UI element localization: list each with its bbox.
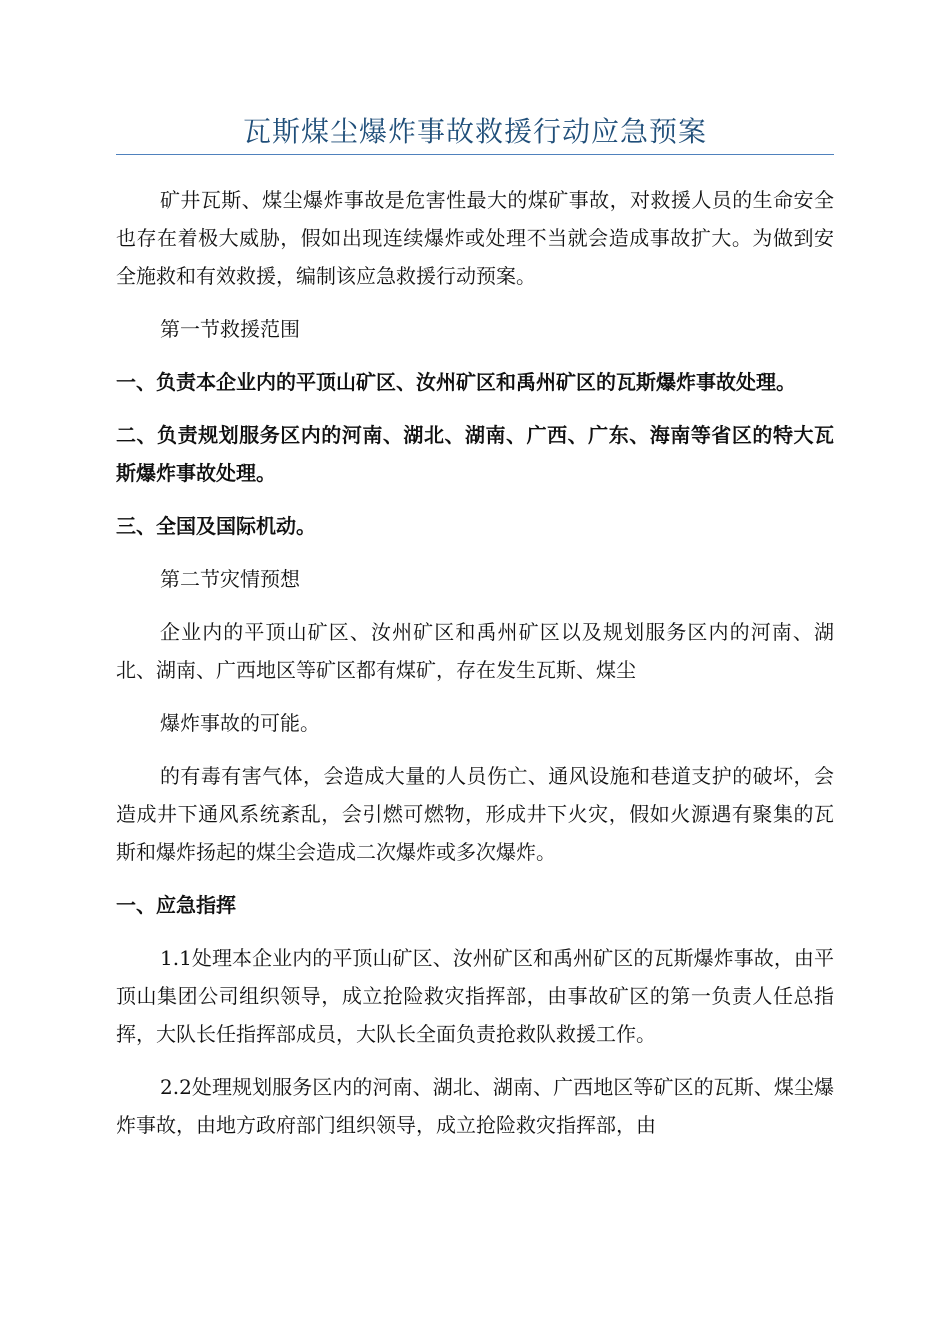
- scope-item-1: 一、负责本企业内的平顶山矿区、汝州矿区和禹州矿区的瓦斯爆炸事故处理。: [116, 370, 796, 394]
- scenario-paragraph-continued: 爆炸事故的可能。: [160, 711, 320, 735]
- intro-paragraph: 矿井瓦斯、煤尘爆炸事故是危害性最大的煤矿事故，对救援人员的生命安全也存在着极大威胁，假如出现连续爆炸或处理不当就会造成事故扩大。为做到安全施救和有效救援，编制该应急救援行动预案。: [116, 188, 834, 288]
- section-heading-rescue-scope: 第一节救援范围: [160, 317, 300, 341]
- command-paragraph-1-1: 1.1处理本企业内的平顶山矿区、汝州矿区和禹州矿区的瓦斯爆炸事故，由平顶山集团公司组织领导，成立抢险救灾指挥部，由事故矿区的第一负责人任总指挥，大队长任指挥部成员，大队长全面负责抢救队救援工作。: [116, 946, 834, 1046]
- document-title: 瓦斯煤尘爆炸事故救援行动应急预案: [116, 112, 834, 155]
- hazard-paragraph: 的有毒有害气体，会造成大量的人员伤亡、通风设施和巷道支护的破坏，会造成井下通风系统紊乱，会引燃可燃物，形成井下火灾，假如火源遇有聚集的瓦斯和爆炸扬起的煤尘会造成二次爆炸或多次爆炸。: [116, 764, 834, 864]
- heading-emergency-command: 一、应急指挥: [116, 893, 236, 917]
- command-paragraph-2-2: 2.2处理规划服务区内的河南、湖北、湖南、广西地区等矿区的瓦斯、煤尘爆炸事故，由地方政府部门组织领导，成立抢险救灾指挥部，由: [116, 1075, 834, 1137]
- section-heading-disaster-scenario: 第二节灾情预想: [160, 567, 300, 591]
- document-page: [116, 112, 834, 1144]
- scope-item-3: 三、全国及国际机动。: [116, 514, 316, 538]
- scenario-paragraph: 企业内的平顶山矿区、汝州矿区和禹州矿区以及规划服务区内的河南、湖北、湖南、广西地区等矿区都有煤矿，存在发生瓦斯、煤尘: [116, 620, 834, 682]
- scope-item-2: 二、负责规划服务区内的河南、湖北、湖南、广西、广东、海南等省区的特大瓦斯爆炸事故处理。: [116, 423, 834, 485]
